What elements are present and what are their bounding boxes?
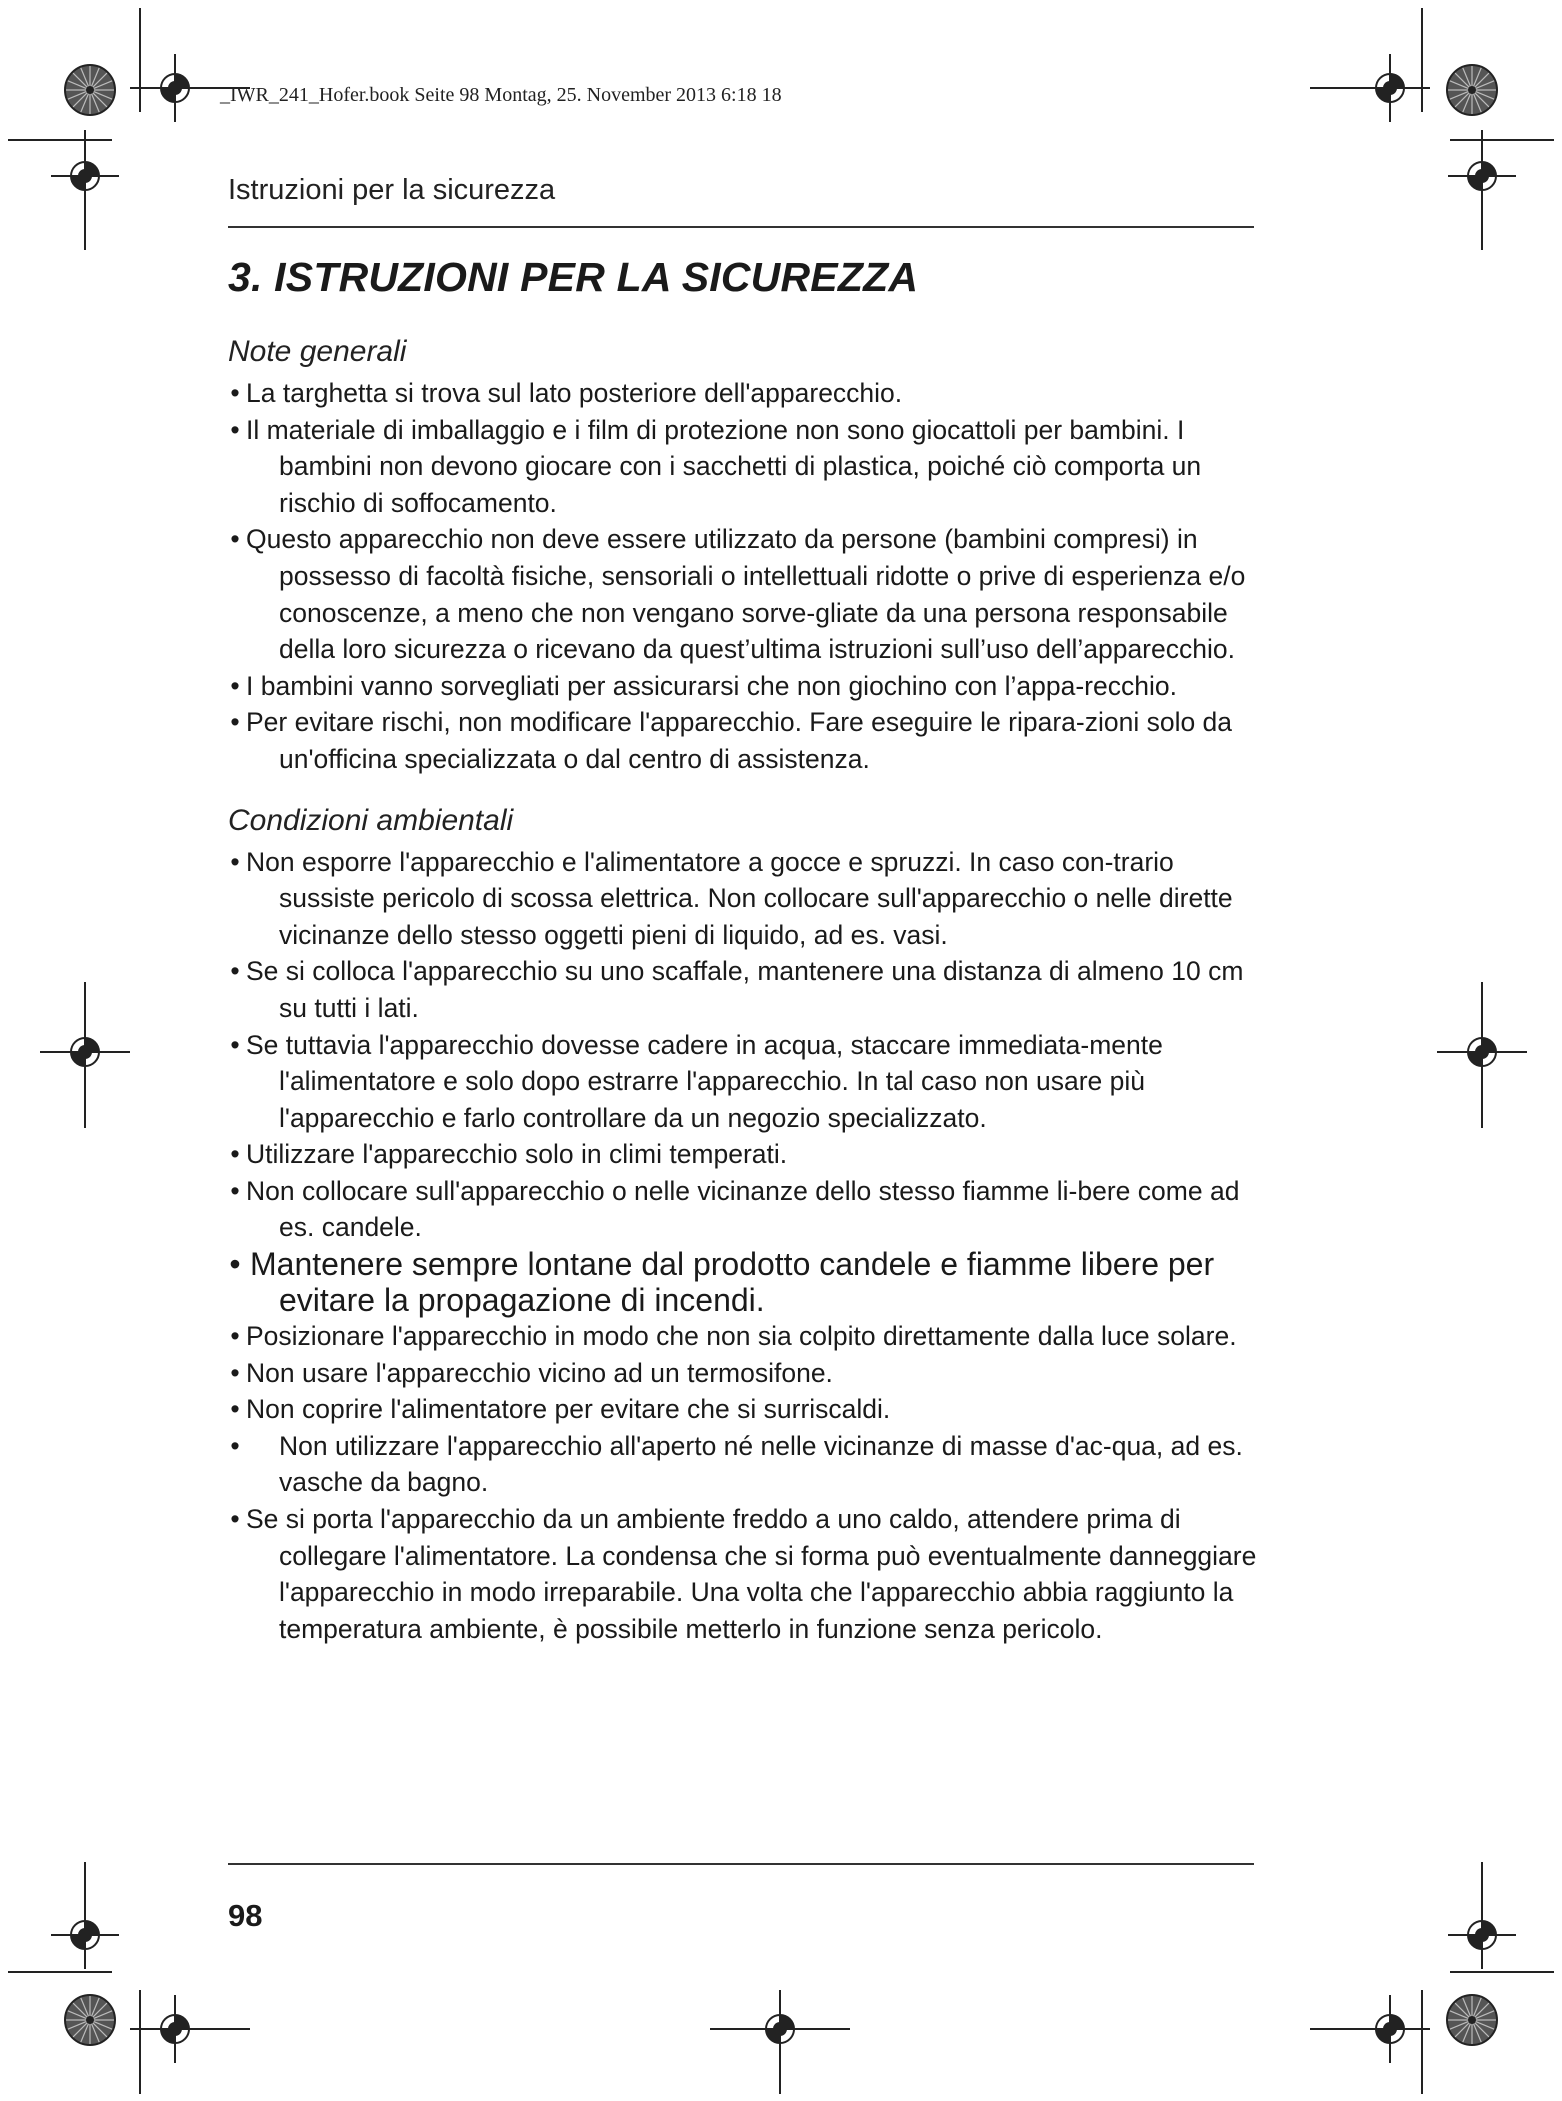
bullet-icon: •	[230, 1430, 240, 1461]
bullet-icon: •	[230, 1394, 240, 1425]
bullet-icon: •	[230, 1357, 240, 1388]
section-heading-note-generali: Note generali	[228, 335, 407, 368]
list-item: • Se si porta l'apparecchio da un ambiente freddo a uno caldo, attendere prima di collegare l'alimentatore. La condensa che si forma può eventualmente danneggiare l'apparecchio in modo irreparabile. Una volta che l'apparecchio abbia raggiunto la temperatura ambiente, è possibile metterlo in funzione senza pericolo.	[228, 1501, 1258, 1647]
list-item: • Se si colloca l'apparecchio su uno scaffale, mantenere una distanza di almeno 10 cm su tutti i lati.	[228, 953, 1258, 1026]
page-content	[228, 254, 1258, 1647]
list-item: • I bambini vanno sorvegliati per assicurarsi che non giochino con l’appa-recchio.	[228, 668, 1258, 705]
list-item: • La targhetta si trova sul lato posteriore dell'apparecchio.	[228, 375, 1258, 412]
registration-mark-icon	[1448, 1018, 1516, 1086]
registration-mark-icon	[1356, 1995, 1424, 2063]
header-rule	[228, 226, 1254, 228]
bullet-icon: •	[230, 378, 240, 408]
bullet-icon: •	[230, 1139, 240, 1170]
bullet-icon: •	[229, 1246, 241, 1283]
bullet-icon: •	[230, 414, 240, 445]
color-calibration-wheel-icon	[1447, 1995, 1497, 2045]
footer-rule	[228, 1863, 1254, 1865]
bullet-list-condizioni-ambientali	[228, 844, 1258, 1648]
registration-mark-icon	[746, 1995, 814, 2063]
bullet-icon: •	[230, 1175, 240, 1206]
print-slug-header: _IWR_241_Hofer.book Seite 98 Montag, 25. November 2013 6:18 18	[220, 84, 782, 106]
bullet-icon: •	[230, 846, 240, 877]
bullet-icon: •	[230, 1321, 240, 1352]
registration-mark-icon	[51, 142, 119, 210]
list-item: • Utilizzare l'apparecchio solo in climi temperati.	[228, 1136, 1258, 1173]
bullet-list-note-generali	[228, 375, 1258, 778]
color-calibration-wheel-icon	[65, 65, 115, 115]
registration-mark-icon	[1448, 1901, 1516, 1969]
bullet-icon: •	[230, 956, 240, 987]
bullet-icon: •	[230, 524, 240, 555]
list-item: • Non esporre l'apparecchio e l'alimentatore a gocce e spruzzi. In caso con-trario sussiste pericolo di scossa elettrica. Non collocare sull'apparecchio o nelle dirette vicinanze dello stesso oggetti pieni di liquido, ad es. vasi.	[228, 844, 1258, 954]
registration-mark-icon	[1448, 142, 1516, 210]
list-item: • Non utilizzare l'apparecchio all'aperto né nelle vicinanze di masse d'ac-qua, ad es. vasche da bagno.	[228, 1428, 1258, 1501]
list-item: • Non usare l'apparecchio vicino ad un termosifone.	[228, 1355, 1258, 1392]
list-item: • Per evitare rischi, non modificare l'apparecchio. Fare eseguire le ripara-zioni solo da un'officina specializzata o dal centro di assistenza.	[228, 704, 1258, 777]
registration-mark-icon	[51, 1901, 119, 1969]
registration-mark-icon	[141, 1995, 209, 2063]
registration-mark-icon	[1356, 54, 1424, 122]
list-item-emphasized: • Mantenere sempre lontane dal prodotto candele e fiamme libere per evitare la propagazione di incendi.	[229, 1246, 1215, 1319]
list-item: • Il materiale di imballaggio e i film di protezione non sono giocattoli per bambini. I bambini non devono giocare con i sacchetti di plastica, poiché ciò comporta un rischio di soffocamento.	[228, 412, 1258, 522]
color-calibration-wheel-icon	[65, 1995, 115, 2045]
bullet-icon: •	[230, 707, 240, 738]
list-item: • Posizionare l'apparecchio in modo che non sia colpito direttamente dalla luce solare.	[228, 1318, 1258, 1355]
registration-mark-icon	[141, 54, 209, 122]
list-item: • Non collocare sull'apparecchio o nelle vicinanze dello stesso fiamme li-bere come ad es. candele.	[228, 1173, 1258, 1246]
page-number: 98	[228, 1898, 263, 1933]
running-head: Istruzioni per la sicurezza	[228, 174, 556, 206]
section-heading-condizioni-ambientali: Condizioni ambientali	[228, 803, 514, 837]
registration-mark-icon	[51, 1018, 119, 1086]
bullet-icon: •	[230, 670, 240, 701]
bullet-icon: •	[230, 1029, 240, 1060]
chapter-title: 3. ISTRUZIONI PER LA SICUREZZA	[228, 254, 919, 300]
color-calibration-wheel-icon	[1447, 65, 1497, 115]
bullet-icon: •	[230, 1504, 240, 1535]
list-item: • Questo apparecchio non deve essere utilizzato da persone (bambini compresi) in possesso di facoltà fisiche, sensoriali o intellettuali ridotte o prive di esperienza e/o conoscenze, a meno che non vengano sorve-gliate da una persona responsabile della loro sicurezza o ricevano da quest’ultima istruzioni sull’uso dell’apparecchio.	[228, 521, 1258, 667]
list-item: • Non coprire l'alimentatore per evitare che si surriscaldi.	[228, 1391, 1258, 1428]
list-item: • Se tuttavia l'apparecchio dovesse cadere in acqua, staccare immediata-mente l'alimentatore e solo dopo estrarre l'apparecchio. In tal caso non usare più l'apparecchio e farlo controllare da un negozio specializzato.	[228, 1027, 1258, 1137]
